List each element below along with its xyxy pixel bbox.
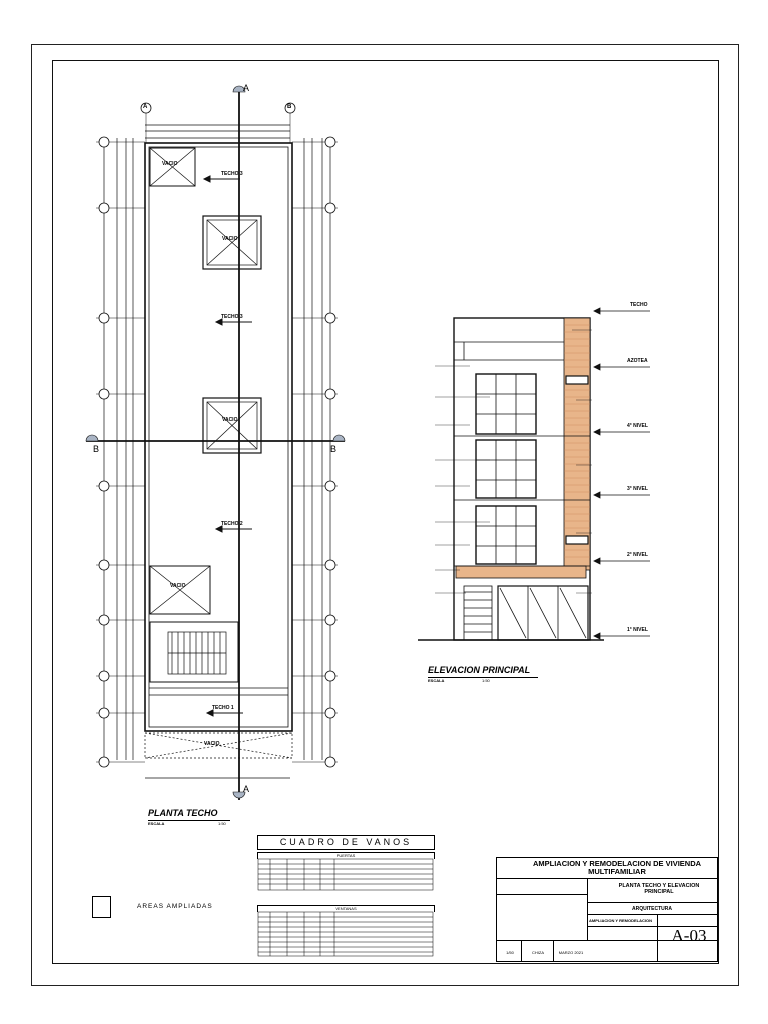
vacio-label: VACIO xyxy=(170,583,186,589)
areas-ampliadas-swatch xyxy=(92,896,111,918)
date-value: MARZO 2021 xyxy=(558,950,584,955)
work-type: AMPLIACION Y REMODELACION xyxy=(589,918,652,923)
elevation-scale-value: 1:50 xyxy=(482,678,490,683)
cuadro-vanos-title: CUADRO DE VANOS xyxy=(257,835,435,850)
techo-3-label: TECHO 3 xyxy=(221,314,243,320)
drawn-by: CHIZA xyxy=(532,950,544,955)
sheet-number: A-03 xyxy=(671,926,707,945)
vacio-label: VACIO xyxy=(204,741,220,747)
unit-value: 1/50 xyxy=(506,950,514,955)
section-b-marker-left: B xyxy=(93,444,100,454)
plan-title: PLANTA TECHO xyxy=(148,808,218,818)
project-title: AMPLIACION Y REMODELACION DE VIVIENDA MULTIFAMILIAR xyxy=(532,859,702,876)
elevation-scale-label: ESCALA xyxy=(428,678,445,683)
ventanas-header: VENTANAS xyxy=(257,905,435,912)
techo-1-label: TECHO 1 xyxy=(212,705,234,711)
vacio-label: VACIO xyxy=(222,417,238,423)
vacio-label: VACIO xyxy=(222,236,238,242)
axis-label-b: B xyxy=(287,104,292,110)
elevation-title: ELEVACION PRINCIPAL xyxy=(428,665,531,675)
plan-name: PLANTA TECHO Y ELEVACION PRINCIPAL xyxy=(618,883,700,895)
level-3: 3° NIVEL xyxy=(627,486,648,492)
plan-scale-label: ESCALA xyxy=(148,821,165,826)
specialty: ARQUITECTURA xyxy=(632,906,672,912)
section-a-marker-bottom: A xyxy=(243,784,250,794)
section-b-marker-right: B xyxy=(330,444,337,454)
axis-label-a: A xyxy=(143,104,148,110)
level-azotea: AZOTEA xyxy=(627,358,648,364)
level-4: 4° NIVEL xyxy=(627,423,648,429)
techo-3-label: TECHO 3 xyxy=(221,171,243,177)
vacio-label: VACIO xyxy=(162,161,178,167)
techo-2-label: TECHO 2 xyxy=(221,521,243,527)
plan-scale-value: 1:50 xyxy=(218,821,226,826)
level-techo: TECHO xyxy=(630,302,648,308)
areas-ampliadas-label: AREAS AMPLIADAS xyxy=(137,903,213,910)
puertas-header: PUERTAS xyxy=(257,852,435,859)
section-a-marker-top: A xyxy=(243,83,250,93)
title-block xyxy=(496,857,718,962)
level-1: 1° NIVEL xyxy=(627,627,648,633)
level-2: 2° NIVEL xyxy=(627,552,648,558)
